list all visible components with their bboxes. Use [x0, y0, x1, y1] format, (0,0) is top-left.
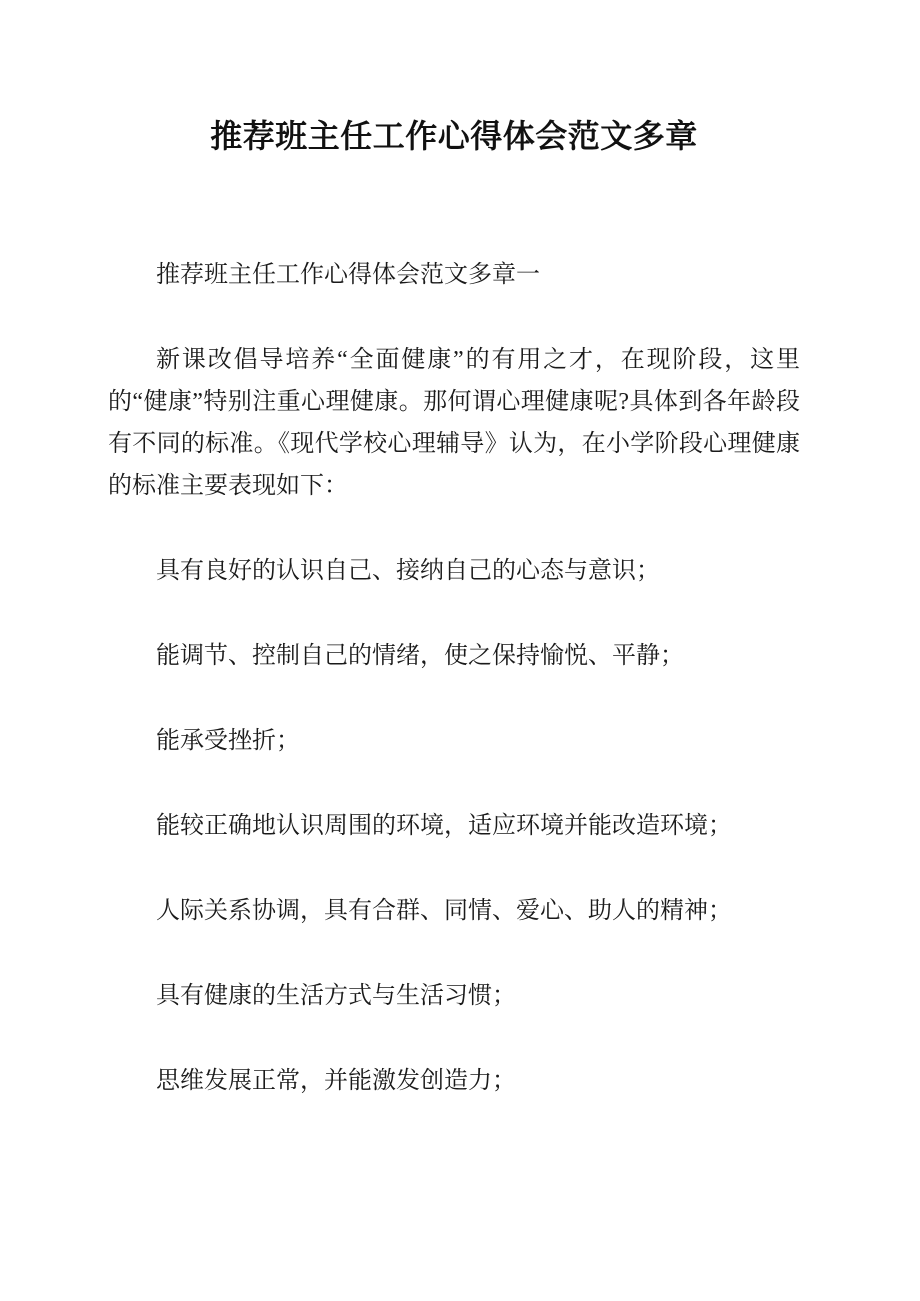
paragraph-item-7: 思维发展正常，并能激发创造力； [156, 1068, 516, 1094]
paragraph-item-6: 具有健康的生活方式与生活习惯； [156, 983, 516, 1009]
paragraph-item-2: 能调节、控制自己的情绪，使之保持愉悦、平静； [156, 643, 684, 669]
paragraph-item-5: 人际关系协调，具有合群、同情、爱心、助人的精神； [156, 898, 732, 924]
paragraph-item-1: 具有良好的认识自己、接纳自己的心态与意识； [156, 558, 660, 584]
paragraph-item-3: 能承受挫折； [156, 728, 300, 754]
document-title: 推荐班主任工作心得体会范文多章 [210, 118, 698, 154]
paragraph-intro: 新课改倡导培养“全面健康”的有用之才，在现阶段，这里的“健康”特别注重心理健康。那何谓心理健康呢?具体到各年龄段有不同的标准。《现代学校心理辅导》认为，在小学阶段心理健康的标准主要表现如下： [108, 347, 800, 499]
paragraph-subtitle: 推荐班主任工作心得体会范文多章一 [156, 262, 540, 288]
paragraph-item-4: 能较正确地认识周围的环境，适应环境并能改造环境； [156, 813, 732, 839]
